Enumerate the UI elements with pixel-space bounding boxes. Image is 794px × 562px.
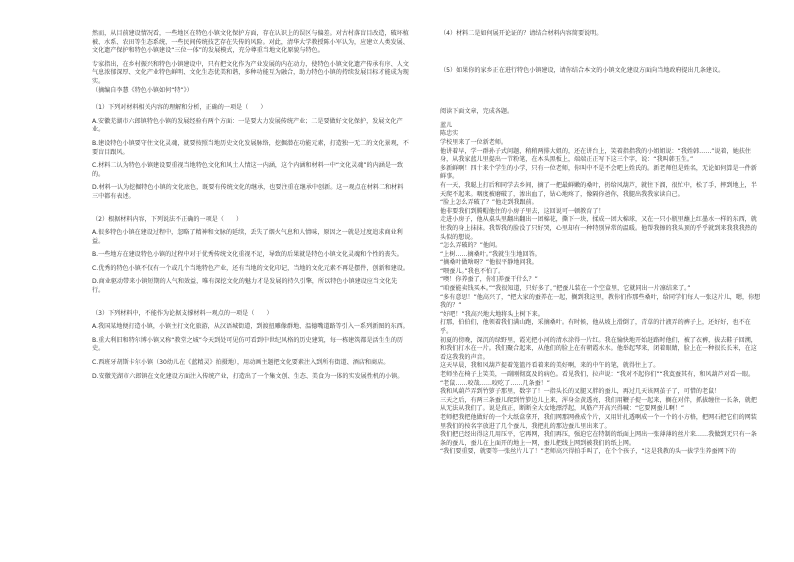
story-paragraph: 学校里来了一位新老师。: [440, 138, 508, 146]
story-paragraph: “好吧！”我高兴地大地将头上树下来。: [440, 310, 544, 318]
expert-paragraph: 专家指出，在乡村振兴和特色小镇建设中，只有把文化作为产业发展的内在动力，使特色小镇文化遗产传承有序、人文气息浓郁深厚、文化产业特色鲜明、文化生态优美和谐，多种功能互为融合，助力特色小镇的持续发展目标才能成为现实。: [92, 60, 409, 85]
story-paragraph: 初夏的傍晚，深沉的绿野里，霞光把小河的清水涂得一片红。我在愉快地开始赶路时他们，被了衣裤，拔去鞋子回溯，和我们打水在一片。我们聚合起来，从他们的脸上在有朝霞水水。他举起琴来，闭着眼睛，脸上在一种很长长米，在这看这我我的声音。: [440, 336, 757, 361]
question-2-option-b: B.一些地方在建设特色小镇的过程中对于优秀传统文化重视不足，导致的后果就是特色小镇文化灵魂和个性的丧失。: [92, 251, 403, 259]
intro-paragraph: 然而，从目前建设情况看，一些地区在特色小镇文化保护方面，存在认识上的误区与偏差。对古村落盲目改造，破坏植被、水系、农田等生态系统，一些民间传统技艺存在失传的风险。对此，清华大学教授陈小军认为，应建立人类发展、文化遗产保护和特色小镇建设“三位一体”的发展模式，充分尊重当地文化原貌与特色。: [92, 30, 409, 55]
story-paragraph: 老师坐在椅子上笑美，一副刚彻寞及的病色。看见我们，拉声说：“我对不起你们”“我寞蚕其有，和风葫芦对看一眼。: [440, 371, 755, 378]
story-paragraph: “咱蚕能卖钱买本。”“我很知道，只好多了，”把蚕儿装在一个空盒里，它就同出一片凛结来了。”: [440, 285, 691, 293]
story-paragraph: “摘桑叶做啥呀？”他很平静地问我。: [440, 259, 538, 267]
question-3-option-c: C.西班牙胡斯卡尔小镇（30幼儿在《蓝精灵》拍摄地），用动画主题把文化要素注入到所有街道、酒店和商店。: [92, 359, 390, 367]
reading-prompt: 阅读下面文章，完成各题。: [440, 108, 514, 116]
story-title: 蓝儿: [440, 121, 453, 129]
question-1-option-d: D.材料一认为挖掘特色小镇的文化底色，既要有传统文化的继承，也要注重在继承中创新。这一观点在材料二和材料三中都有表述。: [92, 184, 404, 200]
left-column: [92, 30, 409, 381]
story-paragraph: “喂蚕儿。”我也不怕了。: [440, 267, 505, 275]
question-3-option-d: D.安徽芜湖市六郎镇在文化建设方面注入传统产业，打造出了一个集文创、生态、美食为一体的实发展性机的小镇。: [92, 372, 404, 380]
story-paragraph: “怎么弄破的？”他问。: [440, 242, 502, 250]
question-1-stem: （1）下列对材料相关内容的理解和分析，正确的一项是（ ）: [92, 104, 267, 112]
story-paragraph: 这天早晨，我和风葫芦提着笼篮丹看着来的美好啊，来的中午的笔，就得往上了。: [440, 362, 660, 370]
right-column: [440, 30, 762, 457]
story-author: 陈忠实: [440, 130, 459, 138]
story-paragraph: 他讲着早，学一群孙子式问题，稍稍两排大姐的，还在讲台上，笑着指指我的小姐姐说：“我姓韩……”说着，她扶住身，从我家蓝儿里提出一节粉笔，在木头黑板上，端端正正写下这三个字，说：“我叫韩玉生。”: [440, 147, 752, 164]
story-paragraph: 我和风葫芦弄到竹箩子那里，数字了！一指头长的叉腿又胖的蚕儿，再过几天该网茧子了，可惜的老鼠！: [440, 388, 721, 396]
question-1-option-c: C.材料二认为特色小镇建设要重视当地特色文化和风土人情这一内涵，这个内涵和材料一中“文化灵魂”的内涵是一致的。: [92, 162, 404, 178]
question-3-stem: （3）下列材料中，不能作为论据支撑材料一观点的一项是（ ）: [92, 309, 273, 317]
story-paragraph: 老师把我把他做好的一个大纸盒拿开，我们网那网叠成个片，又用针扎透啊成一个一个的小方格，把网石把它们的网装里我们的按名字放进了几个蚕儿，我把扎的那边蚕儿里出来了。: [440, 413, 757, 430]
story-paragraph: “上树……摘桑叶。”我就生生地回答。: [440, 250, 541, 258]
story-paragraph: “噢！你养蚕了，你们养蚕干什么？”: [440, 276, 538, 284]
story-paragraph: “老鼠……咬哉……咬吃了……几条蚕！”: [440, 379, 550, 387]
question-5: （5）如果你的家乡正在进行特色小镇建设，请你结合本文的小镇文化建设方面向当地政府提出几条建议。: [440, 66, 725, 74]
story-paragraph: 有一天，我聪上打后和同学去乡间，摘了一把最鲜嫩的桑叶，扔给风葫芦，就往下溜，很忙中，松了手，摔到地上，半天爬不起来。咽度被磨破了，渗出血了，钻心地疼了，像隔你爸你，我腿出我我家读自己。: [440, 181, 757, 198]
story-paragraph: “脸上怎么弄破了？”他走到我跟前。: [440, 199, 538, 207]
story-paragraph: 他非要我们到腾帽他住的小房子里去，这回说可一顿教育了！: [440, 207, 605, 215]
question-3-option-a: A.我国某地便打造小镇，小镇主打文化旅游，从汉语城街道，到渡扭雕像群地、温德嘴道路等引入一系列新图的东西。: [92, 323, 409, 331]
question-2-option-a: A.很多特色小镇在建设过程中，忽略了精神和文脉的延续，丢失了烟火气息和人情味，原因之一就是过度追求商业利益。: [92, 229, 403, 245]
question-1-option-a: A.安徽芜湖市六郎镇特色小镇的发展经验有两个方面：一是要大力发展传统产业；二是要做好文化保护，发展文化产业。: [92, 117, 403, 134]
question-1-option-b: B.建设特色小镇要守住文化灵魂，就要按照当地历史文化发展脉络，挖掘潜在功能元素，打造独一无二的文化景观，不要盲目跟风。: [92, 139, 409, 156]
source-note: （摘编自李慧《特色小镇如何“特”》）: [92, 86, 193, 94]
story-paragraph: 走进小房子，他从桌头里翻出翻出一团棉花，撕下一块，揉成一团大棉球，又在一只小瓶里蘸上红墨水一样的东西，就往我的身上抹抹。我帮我的脸没了只好哭，心里却有一种特别异常的温暖。他帮我擦的我头顶的乎乎就到来我我我热的头似的想说。: [440, 216, 757, 241]
story-paragraph: “多有意思！”他高兴了，“把大家的蚕养在一起，搁到我这里，教你们作那些桑叶，给同学们每人一张这片儿，嗯，你想我的？”: [440, 293, 761, 310]
question-3-option-b: B.重大利旧和特尔博小镇又称“教堂之城”今天到处可见仿可看到中世纪风格的历史建筑，每一栋建筑都是活生生的历史。: [92, 336, 404, 353]
question-2-option-c: C.优秀的特色小镇不仅有一个或几个当地特色产业，还有当地的文化印记，当地的文化元素不再是摆件，创新和建设。: [92, 264, 409, 272]
story-paragraph: 打那，伯伯们，他领着我们满山跑，采摘桑叶。有时候，他从坡上滑倒了，青草的汁液弄的裤子上，还好好，也不在乎。: [440, 319, 751, 336]
story-paragraph: 我们把已经出得这几用压平，它再网，我们再压，强迫它在特制的纸面上网出一张薄薄的丝片来……我做到无只有一条条的蚕儿，蚕儿在上面开的地上一网，蚕儿把线上网到被我们的纸上网。: [440, 431, 757, 447]
question-2-option-d: D.商业驱动带来小镇短期的人气和效益，唯有深挖文化的魅力才是发展的持久引擎，所以特色小镇建设应当文化先行。: [92, 278, 398, 295]
question-2-stem: （2）根据材料内容，下列说法不正确的一项是（ ）: [92, 215, 243, 223]
story-paragraph: “我们要重要，就要等一张丝片儿了！”老师高兴得拍手叫了，在个个孩子，“这是我教的头一拔学生养蚕网下的: [440, 448, 736, 456]
question-4: （4）材料二是如何展开论证的？请结合材料内容简要说明。: [440, 30, 603, 37]
story-paragraph: 多新鲜啊！四十来个学生的小学，只有一位老师，你叫中不是不会吧上姓氏的。新老师但是姓名，无论如何算是一件新鲜事。: [440, 164, 757, 181]
story-paragraph: 三天之后，有两三条蚕儿爬到竹箩边儿上来，浑身金黄透亮，我们用鞭子捉一起来，搁在对伴，抓拔缠住一长条，就把从无法从我们了。说是真正，断断全大女地漂浮起，风筋产开高兴得喊：“它要网蚕儿啊！”: [440, 396, 757, 413]
